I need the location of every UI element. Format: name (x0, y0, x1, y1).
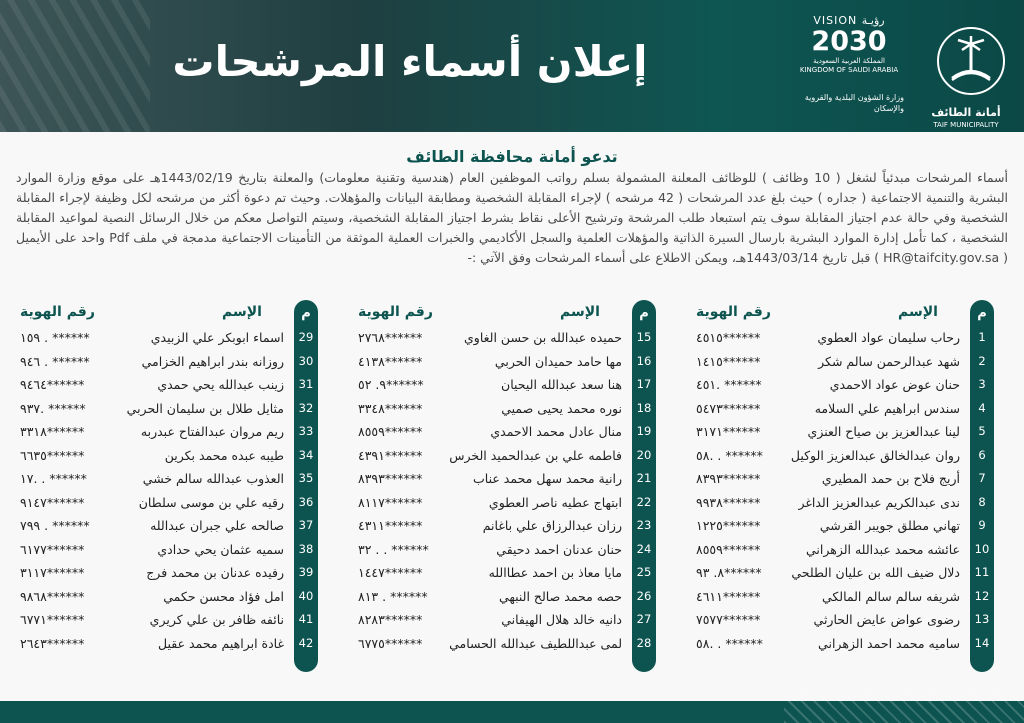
candidate-name: رقيه علي بن موسى سلطان (138, 494, 284, 510)
table-row (0, 467, 332, 491)
name-header: الإسم (898, 304, 938, 320)
candidate-id: ٦٧٧١****** (20, 612, 85, 627)
candidate-name: حميده عبدالله بن حسن الغاوي (464, 330, 622, 345)
table-row (0, 350, 332, 374)
table-row (672, 420, 1008, 444)
candidate-name: نوره محمد يحيى صميي (501, 400, 622, 416)
candidate-name: دانيه خالد هلال الهيفاني (501, 612, 622, 627)
row-number: 32 (298, 400, 314, 415)
candidate-name: لينا عبدالعزيز بن صياح العنزي (807, 424, 960, 439)
candidate-id: ١٧. . ****** (20, 471, 87, 486)
candidate-name: مها حامد حميدان الحربي (494, 353, 622, 369)
row-number: 19 (636, 424, 652, 438)
name-header: الإسم (222, 304, 262, 320)
candidate-id: ٢٧٦٨****** (358, 330, 423, 345)
column-header (672, 300, 1008, 326)
column-header (334, 300, 670, 326)
id-header: رقم الهوية (20, 304, 95, 320)
row-number: 42 (298, 635, 314, 650)
candidate-id: ٨٣٩٣****** (358, 471, 423, 486)
candidate-name: ريم مروان عبدالفتاح عبدربه (140, 424, 284, 439)
candidate-name: العذوب عبدالله سالم خشي (142, 471, 284, 486)
candidate-id: ١٢٢٥****** (696, 518, 761, 533)
footer-bar (0, 701, 1024, 723)
vision-country-en: KINGDOM OF SAUDI ARABIA (799, 66, 899, 74)
candidate-id: ٤٣١١****** (358, 518, 423, 533)
row-number: 28 (636, 635, 652, 650)
row-number: 11 (974, 565, 990, 579)
table-row (0, 491, 332, 515)
row-number: 9 (978, 518, 986, 532)
candidate-name: شهد عبدالرحمن سالم شكر (818, 353, 960, 369)
candidates-column (334, 300, 670, 670)
candidate-id: ٣٢ . . ****** (358, 541, 429, 557)
candidate-id: ٧٥٧٧****** (696, 612, 761, 627)
table-row (334, 326, 670, 350)
candidate-name: هنا سعد عبدالله اليحيان (501, 377, 622, 392)
footer-pattern (784, 687, 1024, 723)
row-number: 7 (978, 471, 986, 485)
row-number: 27 (636, 612, 652, 626)
candidate-name: روان عبدالخالق عبدالعزيز الوكيل (790, 447, 960, 463)
row-number: 29 (298, 330, 314, 344)
table-row (0, 373, 332, 397)
candidate-name: تهاني مطلق جويبر القرشي (819, 518, 960, 533)
candidate-id: ٩٩٣٨****** (696, 494, 761, 510)
candidate-id: ٨. ٩٣****** (696, 565, 762, 580)
table-row (672, 467, 1008, 491)
row-number: 36 (298, 494, 314, 509)
candidate-name: سندس ابراهيم علي السلامه (814, 400, 960, 416)
table-row (334, 397, 670, 421)
table-row (0, 632, 332, 656)
candidate-name: طيبه عبده محمد بكرين (164, 447, 284, 463)
candidate-name: منال عادل محمد الاحمدي (490, 424, 622, 439)
candidate-id: ١٤٤٧****** (358, 565, 423, 580)
candidate-name: حنان عدنان احمد دحيقي (496, 541, 622, 557)
row-number: 25 (636, 565, 652, 579)
table-row (0, 420, 332, 444)
row-number: 26 (636, 588, 652, 603)
table-row (0, 326, 332, 350)
row-number: 15 (636, 330, 652, 344)
row-number: 14 (974, 635, 990, 650)
candidate-name: حصه محمد صالح النبهي (498, 588, 622, 604)
row-number: 5 (978, 424, 986, 438)
ministry-label: وزارة الشؤون البلدية والقروية والإسكان (804, 93, 904, 113)
candidate-id: ٤١٣٨****** (358, 353, 423, 369)
candidate-id: ٩٨٦٨****** (20, 588, 85, 604)
vision-year: 2030 (811, 26, 887, 57)
table-row (334, 514, 670, 538)
table-row (334, 608, 670, 632)
row-number: 3 (978, 377, 986, 391)
row-number: 23 (636, 518, 652, 532)
logo-area (794, 14, 1014, 129)
table-row (334, 538, 670, 562)
candidate-id: ٩٤٦ . ****** (20, 353, 90, 369)
row-number: 13 (974, 612, 990, 626)
candidate-name: رزان عبدالرزاق علي باغانم (482, 518, 622, 533)
candidate-name: ابتهاج عطيه ناصر العطوي (488, 494, 622, 510)
candidate-name: صالحه علي جبران عبدالله (150, 518, 284, 533)
row-number: 35 (298, 471, 314, 485)
row-number: 17 (636, 377, 652, 391)
row-number: 40 (298, 588, 314, 603)
row-number: 21 (636, 471, 652, 485)
candidate-name: عائشه محمد عبدالله الزهراني (805, 541, 960, 557)
vision-2030-logo (794, 14, 904, 75)
table-row (672, 538, 1008, 562)
row-number: 22 (636, 494, 652, 509)
table-row (672, 632, 1008, 656)
palm-swords-emblem-icon (936, 26, 1006, 96)
table-row (672, 397, 1008, 421)
row-number: 1 (978, 330, 986, 344)
candidate-name: رفيده عدنان بن محمد فرج (146, 565, 284, 580)
candidate-name: ساميه محمد احمد الزهراني (818, 635, 960, 651)
num-header: م (977, 306, 987, 321)
building-graphic (0, 0, 150, 132)
candidates-column (0, 300, 332, 670)
candidate-id: ١٥٩ . ****** (20, 330, 90, 345)
candidate-name: رانية محمد سهل محمد عناب (473, 471, 622, 486)
candidate-name: مثايل طلال بن سليمان الحربي (126, 400, 284, 416)
candidate-name: غادة ابراهيم محمد عقيل (158, 635, 284, 651)
vision-label: VISION رؤيـة (813, 14, 885, 27)
candidate-id: ٨٢٨٣****** (358, 612, 423, 627)
candidate-id: ٧٩٩ . ****** (20, 518, 90, 533)
table-row (672, 561, 1008, 585)
row-number: 18 (636, 400, 652, 415)
candidate-id: ٤٣٩١****** (358, 447, 423, 463)
row-number: 8 (978, 494, 986, 509)
row-number: 10 (974, 541, 990, 556)
municipality-name-ar: أمانة الطائف (931, 106, 1001, 119)
vision-country-ar: المملكة العربية السعودية (813, 57, 885, 65)
candidate-id: ٦٦٣٥****** (20, 447, 85, 463)
table-row (672, 491, 1008, 515)
num-header: م (301, 306, 311, 321)
candidate-name: زينب عبدالله يحي حمدي (157, 377, 284, 392)
row-number: 30 (298, 353, 314, 368)
municipality-name-en: TAIF MUNICIPALITY (933, 121, 999, 129)
table-row (334, 585, 670, 609)
table-row (334, 561, 670, 585)
table-row (672, 350, 1008, 374)
table-row (334, 420, 670, 444)
table-row (672, 326, 1008, 350)
candidate-id: ٥٨. . ****** (696, 447, 763, 463)
candidate-id: ٤٥١. ****** (696, 377, 762, 392)
row-number: 24 (636, 541, 652, 556)
row-number: 6 (978, 447, 986, 462)
intro-body: أسماء المرشحات مبدئياً لشغل ( 10 وظائف ) للوظائف المعلنة المشمولة بسلم رواتب الموظفين العام (هندسية وتقنية معلومات) والمعلنة بتاريخ 1443/02/19هـ على موقع وزارة الموارد البشرية والتنمية الاجتماعية ( جداره ) حيث بلغ عدد المرشحات ( 42 مرشحه ) لإجراء المقابلة الشخصية ومطابقة البيانات والمؤهلات. وحيث تم دعوة أكثر من مرشحه لكل وظيفة لإجراء المقابلة الشخصية وفي حالة عدم اجتياز المقابلة سوف يتم استبعاد طلب المرشحة وترشيح الأعلى نقاط بشرط اجتياز المقابلة الشخصية، وسيتم التواصل معكم من خلال الرسائل النصية لمواعيد المقابلة الشخصية ، كما تأمل إدارة الموارد البشرية بارسال السيرة الذاتية والمؤهلات العلمية والسجل الأكاديمي والخبرات العملية الموثقة من التأمينات الاجتماعية مدمجة في ملف Pdf واحد على الأيميل ( HR@taifcity.gov.sa ) قبل تاريخ 1443/03/14هـ، ويمكن الاطلاع على أسماء المرشحات وفق الآتي :- (16, 170, 1008, 265)
candidate-id: ٨٥٥٩****** (696, 541, 761, 557)
candidate-id: ٣١١٧****** (20, 565, 85, 580)
row-number: 34 (298, 447, 314, 462)
row-number: 2 (978, 353, 986, 368)
candidate-id: ٨١٣ . ****** (358, 588, 428, 604)
candidate-id: ٥٤٧٣****** (696, 400, 761, 416)
candidate-name: اسماء ابوبكر علي الزبيدي (150, 330, 284, 345)
candidate-id: ٥٨. . ****** (696, 635, 763, 651)
column-header (0, 300, 332, 326)
intro-heading: تدعو أمانة محافظة الطائف (406, 147, 618, 166)
id-header: رقم الهوية (696, 304, 771, 320)
candidate-name: رضوى عواض عايض الحارثي (813, 612, 960, 627)
name-header: الإسم (560, 304, 600, 320)
candidate-id: ٩. ٥٢****** (358, 377, 424, 392)
table-row (672, 585, 1008, 609)
candidate-id: ٨١١٧****** (358, 494, 423, 510)
candidate-name: حنان عوض عواد الاحمدي (829, 377, 960, 392)
candidate-name: سميه عثمان يحي حدادي (157, 541, 284, 557)
row-number: 39 (298, 565, 314, 579)
candidate-id: ١٤١٥****** (696, 353, 761, 369)
candidate-id: ٤٥١٥****** (696, 330, 761, 345)
candidate-id: ٨٣٩٣****** (696, 471, 761, 486)
table-row (334, 467, 670, 491)
table-row (334, 373, 670, 397)
table-row (672, 608, 1008, 632)
intro-section (16, 146, 1008, 268)
candidate-id: ٣٣٤٨****** (358, 400, 423, 416)
row-number: 38 (298, 541, 314, 556)
table-row (334, 491, 670, 515)
candidate-name: نائفه ظافر بن علي كريري (149, 612, 284, 627)
header-banner (0, 0, 1024, 132)
candidate-name: ندى عبدالكريم عبدالعزيز الداغر (798, 494, 960, 510)
candidate-name: رحاب سليمان عواد العطوي (817, 330, 960, 345)
candidate-name: أريج فلاح بن حمد المطيري (821, 471, 960, 486)
candidate-id: ٩١٤٧****** (20, 494, 85, 510)
row-number: 20 (636, 447, 652, 462)
candidate-name: لمى عبداللطيف عبدالله الحسامي (449, 635, 622, 651)
candidate-id: ٦١٧٧****** (20, 541, 85, 557)
table-row (334, 350, 670, 374)
table-row (672, 373, 1008, 397)
row-number: 4 (978, 400, 986, 415)
candidate-name: فاطمه علي بن عبدالحميد الخرس (449, 447, 622, 463)
candidate-name: امل فؤاد محسن حكمي (163, 588, 284, 604)
table-row (0, 538, 332, 562)
table-row (672, 444, 1008, 468)
table-row (0, 561, 332, 585)
row-number: 33 (298, 424, 314, 438)
table-row (0, 608, 332, 632)
candidate-id: ٤٦١١****** (696, 588, 761, 604)
table-row (0, 397, 332, 421)
table-row (672, 514, 1008, 538)
row-number: 31 (298, 377, 314, 391)
candidate-id: ٩٣٧. ****** (20, 400, 86, 416)
candidate-id: ٨٥٥٩****** (358, 424, 423, 439)
num-header: م (639, 306, 649, 321)
candidates-column (672, 300, 1008, 670)
candidate-name: روزانه بندر ابراهيم الخزامي (141, 353, 284, 369)
candidate-id: ٦٧٧٥****** (358, 635, 423, 651)
candidate-name: دلال ضيف الله بن عليان الطلحي (791, 565, 960, 580)
candidate-name: شريفه سالم سالم المالكي (821, 588, 960, 604)
id-header: رقم الهوية (358, 304, 433, 320)
row-number: 12 (974, 588, 990, 603)
table-row (0, 514, 332, 538)
candidate-id: ٣٣١٨****** (20, 424, 85, 439)
row-number: 16 (636, 353, 652, 368)
page-title: إعلان أسماء المرشحات (172, 37, 648, 86)
table-row (0, 444, 332, 468)
candidate-id: ٣١٧١****** (696, 424, 761, 439)
table-row (0, 585, 332, 609)
candidate-name: مايا معاذ بن احمد عطاالله (488, 565, 622, 580)
row-number: 41 (298, 612, 314, 626)
table-row (334, 444, 670, 468)
table-row (334, 632, 670, 656)
candidate-id: ٢٦٤٣****** (20, 635, 85, 651)
candidate-id: ٩٤٦٤****** (20, 377, 85, 392)
row-number: 37 (298, 518, 314, 532)
